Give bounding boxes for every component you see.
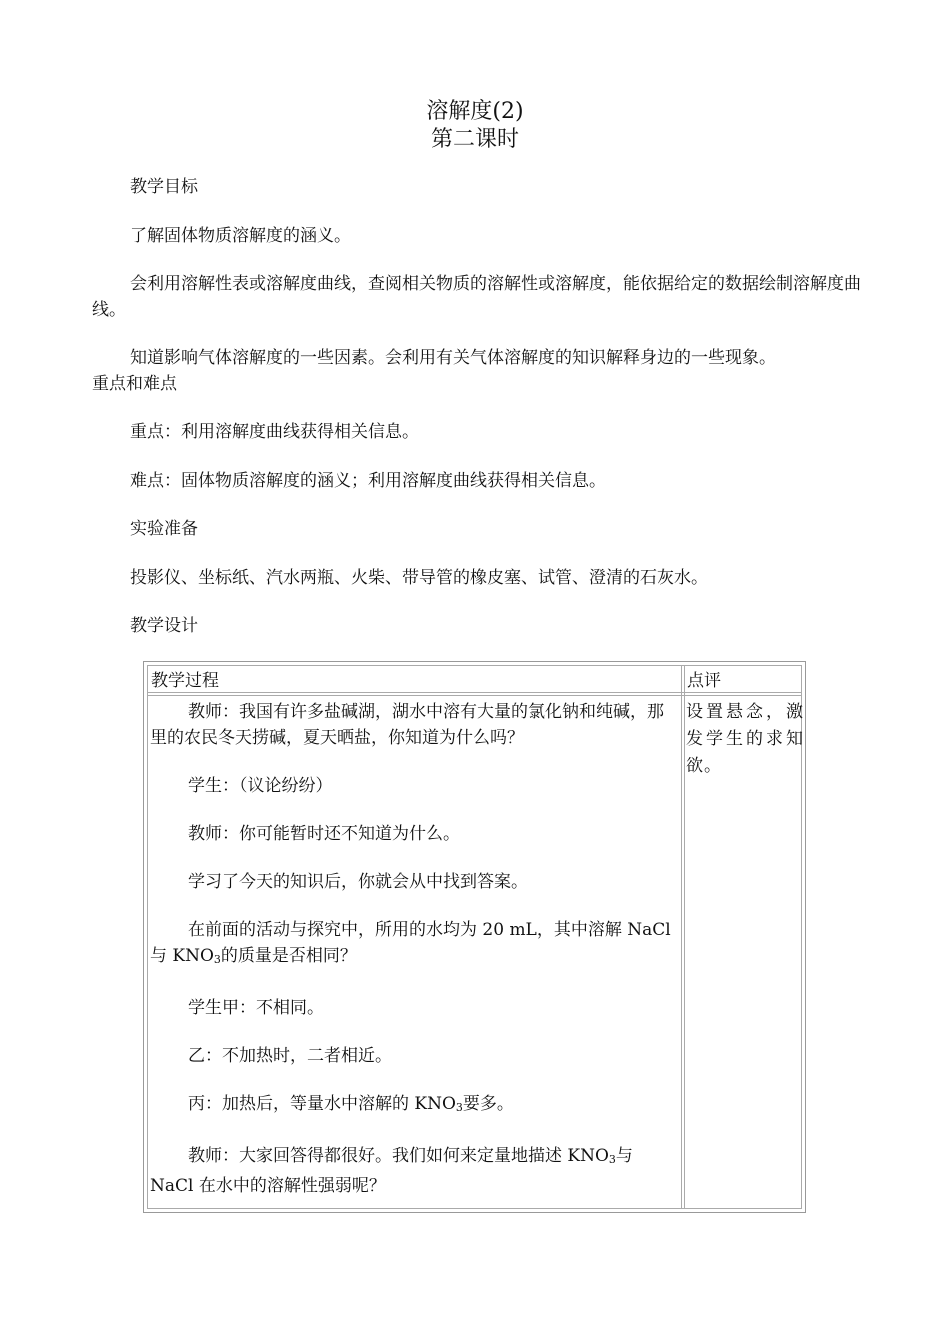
objective-2: 会利用溶解性表或溶解度曲线，查阅相关物质的溶解性或溶解度，能依据给定的数据绘制溶解度曲线。 [92, 274, 861, 320]
design-heading: 教学设计 [130, 616, 198, 636]
prep-heading: 实验准备 [130, 519, 198, 539]
dialogue-line: 学生甲：不相同。 [188, 998, 324, 1018]
keypoint: 重点：利用溶解度曲线获得相关信息。 [130, 422, 419, 442]
dialogue-line: 学习了今天的知识后，你就会从中找到答案。 [188, 872, 528, 892]
prep-items: 投影仪、坐标纸、汽水两瓶、火柴、带导管的橡皮塞、试管、澄清的石灰水。 [130, 568, 708, 588]
dialogue-line: 教师：我国有许多盐碱湖，湖水中溶有大量的氯化钠和纯碱，那里的农民冬天捞碱，夏天晒盐，你知道为什么吗？ [150, 702, 664, 748]
dialogue-line: 乙：不加热时，二者相近。 [188, 1046, 392, 1066]
process-cell [150, 699, 680, 1199]
objective-1: 了解固体物质溶解度的涵义。 [130, 226, 351, 246]
comment-cell: 设置悬念，激发学生的求知欲。 [686, 702, 804, 776]
dialogue-line: 教师：大家回答得都很好。我们如何来定量地描述 $KNO_3$与 NaCl 在水中的溶解性强弱呢？ [150, 1146, 633, 1196]
document-subtitle: 第二课时 [430, 127, 519, 152]
objective-3: 知道影响气体溶解度的一些因素。会利用有关气体溶解度的知识解释身边的一些现象。 [130, 348, 776, 368]
table-inner-frame [147, 665, 802, 1209]
dialogue-line: 学生：（议论纷纷） [188, 776, 333, 796]
dialogue-line: 教师：你可能暂时还不知道为什么。 [188, 824, 460, 844]
teaching-design-table [143, 661, 806, 1213]
document-title: 溶解度(2) [426, 99, 524, 124]
objectives-heading: 教学目标 [130, 177, 198, 197]
dialogue-line: 丙：加热后，等量水中溶解的 $KNO_3$要多。 [188, 1094, 514, 1114]
difficulty: 难点：固体物质溶解度的涵义；利用溶解度曲线获得相关信息。 [130, 471, 606, 491]
keypoints-heading: 重点和难点 [92, 374, 177, 394]
dialogue-line: 在前面的活动与探究中，所用的水均为 20 mL，其中溶解 NaCl 与 $KNO_3$的质量是否相同？ [150, 920, 671, 966]
header-comment: 点评 [687, 671, 721, 691]
header-process: 教学过程 [151, 671, 219, 691]
